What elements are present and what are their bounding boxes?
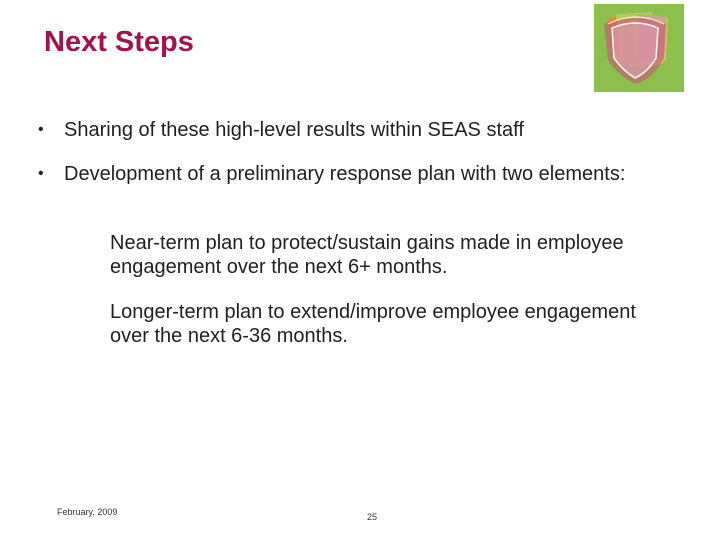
page-number: 25 — [367, 512, 378, 522]
slide-title: Next Steps — [44, 26, 194, 58]
bullet-text: Sharing of these high-level results within SEAS staff — [64, 119, 524, 141]
sub-item: Near-term plan to protect/sustain gains made in employee engagement over the next 6+ months. — [110, 232, 624, 278]
footer-date: February, 2009 — [57, 507, 118, 517]
bullet-text: Development of a preliminary response plan with two elements: — [64, 163, 626, 185]
bullet-point-icon: • — [38, 165, 44, 182]
sub-item: Longer-term plan to extend/improve employee engagement over the next 6-36 months. — [110, 301, 636, 347]
shield-logo-icon — [594, 4, 684, 92]
bullet-point-icon: • — [38, 121, 44, 138]
